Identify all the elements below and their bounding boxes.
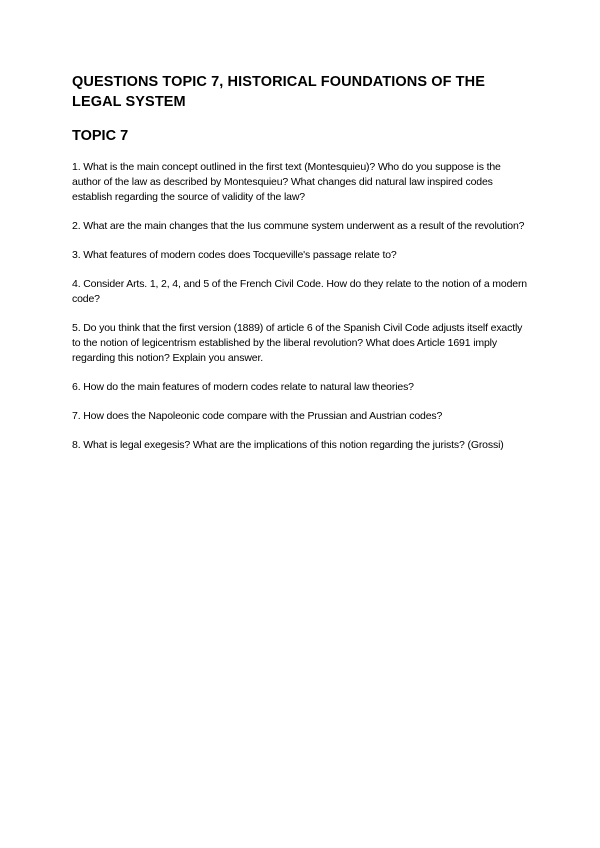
question-item: 6. How do the main features of modern codes relate to natural law theories? — [72, 381, 414, 393]
question-item: 4. Consider Arts. 1, 2, 4, and 5 of the French Civil Code. How do they relate to the notion of a modern code? — [72, 278, 527, 305]
question-item: 7. How does the Napoleonic code compare with the Prussian and Austrian codes? — [72, 410, 443, 422]
question-item: 1. What is the main concept outlined in the first text (Montesquieu)? Who do you suppose is the author of the law as described by Montesquieu? What changes did natural law inspired codes establish regarding the source of validity of the law? — [72, 161, 501, 203]
question-item: 2. What are the main changes that the Ius commune system underwent as a result of the revolution? — [72, 220, 525, 232]
question-item: 8. What is legal exegesis? What are the implications of this notion regarding the jurists? (Grossi) — [72, 439, 504, 451]
questions-list — [72, 160, 532, 453]
question-item: 5. Do you think that the first version (1889) of article 6 of the Spanish Civil Code adjusts itself exactly to the notion of legicentrism established by the liberal revolution? What does Article 1691 imply regarding this notion? Explain you answer. — [72, 322, 523, 364]
topic-heading: TOPIC 7 — [72, 128, 129, 144]
document-title: QUESTIONS TOPIC 7, HISTORICAL FOUNDATIONS OF THE LEGAL SYSTEM — [72, 74, 485, 110]
question-item: 3. What features of modern codes does Tocqueville's passage relate to? — [72, 249, 397, 261]
document-page — [72, 72, 532, 467]
